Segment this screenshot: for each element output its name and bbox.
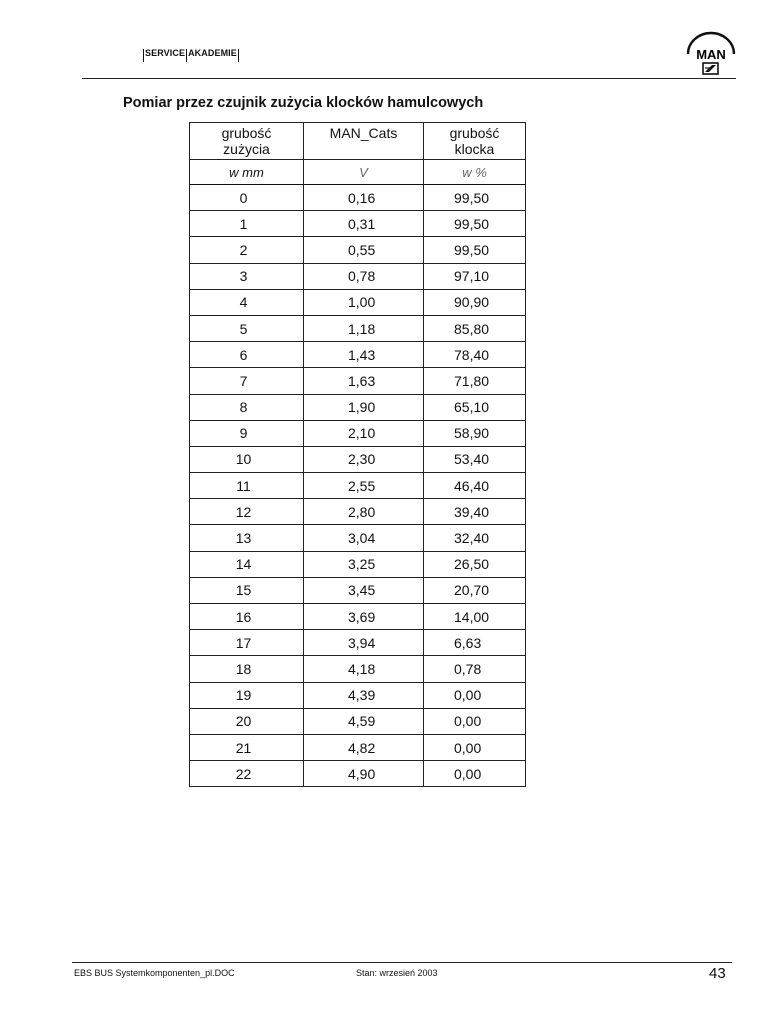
table-row — [190, 604, 526, 630]
cell-wear-mm: 12 — [190, 499, 304, 525]
cell-wear-mm: 0 — [190, 185, 304, 211]
table-row — [190, 656, 526, 682]
cell-man-cats-voltage: 1,00 — [304, 289, 424, 315]
cell-man-cats-voltage: 1,63 — [304, 368, 424, 394]
table-row — [190, 211, 526, 237]
cell-wear-mm: 18 — [190, 656, 304, 682]
unit-mm: w mm — [190, 160, 304, 185]
cell-man-cats-voltage: 1,43 — [304, 342, 424, 368]
cell-pad-percent: 0,00 — [424, 682, 526, 708]
cell-wear-mm: 3 — [190, 263, 304, 289]
footer-status-date: Stan: wrzesień 2003 — [356, 968, 438, 978]
logo-text: MAN — [696, 47, 726, 62]
cell-wear-mm: 8 — [190, 394, 304, 420]
cell-man-cats-voltage: 4,59 — [304, 708, 424, 734]
cell-pad-percent: 0,00 — [424, 708, 526, 734]
cell-man-cats-voltage: 0,31 — [304, 211, 424, 237]
table-row — [190, 420, 526, 446]
cell-wear-mm: 11 — [190, 473, 304, 499]
column-header-pad-thickness: grubość klocka — [424, 123, 526, 160]
table-row — [190, 551, 526, 577]
service-akademie-label — [143, 36, 239, 62]
table-row — [190, 473, 526, 499]
cell-man-cats-voltage: 2,80 — [304, 499, 424, 525]
brand-service: SERVICE — [143, 49, 186, 62]
cell-pad-percent: 85,80 — [424, 315, 526, 341]
header-divider — [82, 78, 736, 79]
unit-percent: w % — [424, 160, 526, 185]
cell-man-cats-voltage: 4,82 — [304, 734, 424, 760]
table-header-row — [190, 123, 526, 160]
cell-man-cats-voltage: 1,90 — [304, 394, 424, 420]
cell-man-cats-voltage: 3,25 — [304, 551, 424, 577]
man-logo — [684, 30, 738, 80]
cell-man-cats-voltage: 4,18 — [304, 656, 424, 682]
cell-man-cats-voltage: 3,45 — [304, 577, 424, 603]
cell-pad-percent: 32,40 — [424, 525, 526, 551]
cell-pad-percent: 97,10 — [424, 263, 526, 289]
cell-wear-mm: 4 — [190, 289, 304, 315]
table-row — [190, 185, 526, 211]
cell-man-cats-voltage: 0,55 — [304, 237, 424, 263]
table-row — [190, 525, 526, 551]
cell-pad-percent: 65,10 — [424, 394, 526, 420]
brand-akademie: AKADEMIE — [186, 49, 239, 62]
cell-wear-mm: 2 — [190, 237, 304, 263]
cell-pad-percent: 0,00 — [424, 761, 526, 787]
footer-divider — [72, 962, 732, 963]
cell-wear-mm: 20 — [190, 708, 304, 734]
cell-man-cats-voltage: 1,18 — [304, 315, 424, 341]
table-row — [190, 761, 526, 787]
table-row — [190, 263, 526, 289]
cell-wear-mm: 15 — [190, 577, 304, 603]
column-header-wear-thickness: grubość zużycia — [190, 123, 304, 160]
column-header-man-cats: MAN_Cats — [304, 123, 424, 160]
cell-pad-percent: 39,40 — [424, 499, 526, 525]
cell-pad-percent: 6,63 — [424, 630, 526, 656]
cell-pad-percent: 53,40 — [424, 446, 526, 472]
cell-pad-percent: 0,00 — [424, 734, 526, 760]
table-row — [190, 446, 526, 472]
page-number: 43 — [709, 965, 726, 982]
cell-wear-mm: 16 — [190, 604, 304, 630]
table-row — [190, 342, 526, 368]
table-row — [190, 289, 526, 315]
cell-wear-mm: 19 — [190, 682, 304, 708]
cell-wear-mm: 13 — [190, 525, 304, 551]
cell-man-cats-voltage: 3,94 — [304, 630, 424, 656]
cell-wear-mm: 14 — [190, 551, 304, 577]
table-row — [190, 630, 526, 656]
cell-wear-mm: 21 — [190, 734, 304, 760]
cell-man-cats-voltage: 4,39 — [304, 682, 424, 708]
cell-pad-percent: 90,90 — [424, 289, 526, 315]
footer-document-name: EBS BUS Systemkomponenten_pl.DOC — [74, 968, 235, 978]
cell-man-cats-voltage: 2,30 — [304, 446, 424, 472]
cell-pad-percent: 99,50 — [424, 237, 526, 263]
table-row — [190, 499, 526, 525]
table-row — [190, 577, 526, 603]
table-row — [190, 368, 526, 394]
measurement-table — [189, 122, 526, 787]
table-row — [190, 708, 526, 734]
cell-pad-percent: 78,40 — [424, 342, 526, 368]
table-row — [190, 682, 526, 708]
unit-volts: V — [304, 160, 424, 185]
cell-wear-mm: 9 — [190, 420, 304, 446]
cell-man-cats-voltage: 3,69 — [304, 604, 424, 630]
table-row — [190, 237, 526, 263]
table-units-row — [190, 160, 526, 185]
cell-wear-mm: 1 — [190, 211, 304, 237]
cell-wear-mm: 22 — [190, 761, 304, 787]
cell-pad-percent: 14,00 — [424, 604, 526, 630]
page-title: Pomiar przez czujnik zużycia klocków hamulcowych — [123, 95, 484, 111]
cell-man-cats-voltage: 4,90 — [304, 761, 424, 787]
cell-man-cats-voltage: 3,04 — [304, 525, 424, 551]
table-row — [190, 394, 526, 420]
cell-pad-percent: 0,78 — [424, 656, 526, 682]
cell-man-cats-voltage: 0,16 — [304, 185, 424, 211]
table-body — [190, 185, 526, 787]
cell-wear-mm: 5 — [190, 315, 304, 341]
cell-wear-mm: 10 — [190, 446, 304, 472]
cell-pad-percent: 99,50 — [424, 185, 526, 211]
table-row — [190, 734, 526, 760]
cell-man-cats-voltage: 2,55 — [304, 473, 424, 499]
cell-pad-percent: 99,50 — [424, 211, 526, 237]
table-row — [190, 315, 526, 341]
cell-wear-mm: 7 — [190, 368, 304, 394]
cell-wear-mm: 6 — [190, 342, 304, 368]
cell-pad-percent: 46,40 — [424, 473, 526, 499]
cell-pad-percent: 58,90 — [424, 420, 526, 446]
cell-man-cats-voltage: 0,78 — [304, 263, 424, 289]
cell-pad-percent: 71,80 — [424, 368, 526, 394]
cell-pad-percent: 26,50 — [424, 551, 526, 577]
cell-wear-mm: 17 — [190, 630, 304, 656]
cell-man-cats-voltage: 2,10 — [304, 420, 424, 446]
cell-pad-percent: 20,70 — [424, 577, 526, 603]
